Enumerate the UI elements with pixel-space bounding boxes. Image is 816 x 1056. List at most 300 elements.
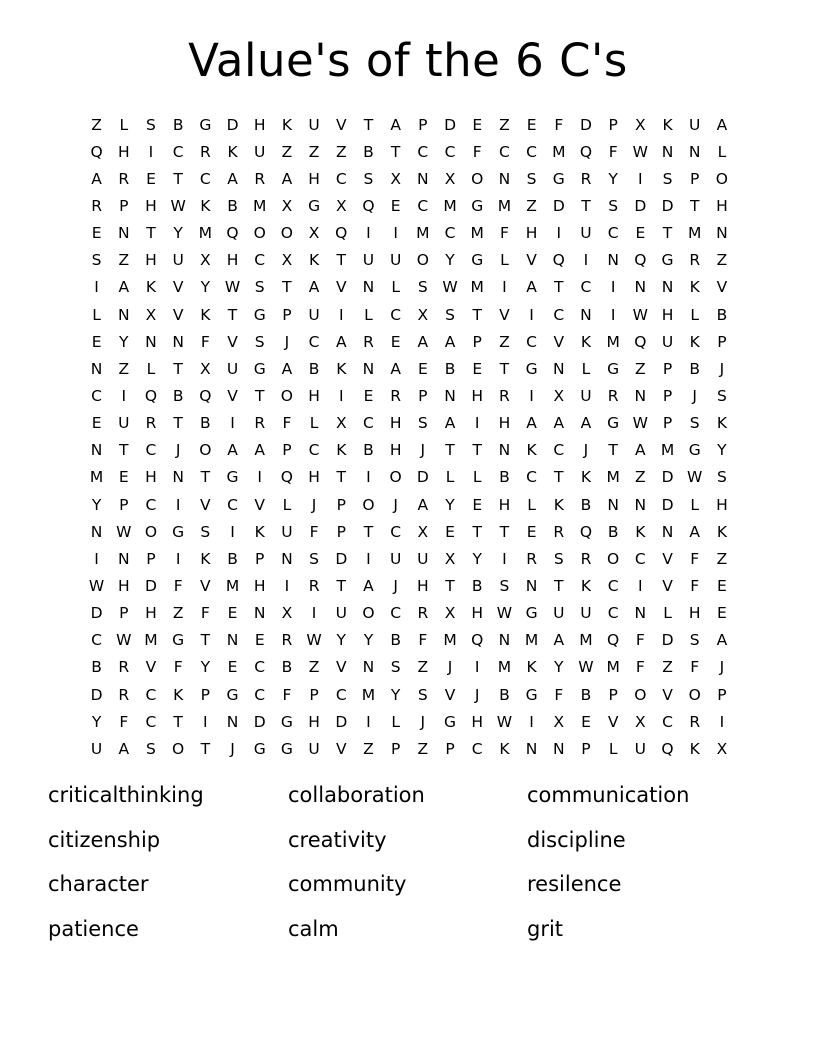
grid-cell: X xyxy=(553,712,565,731)
word-list-item: community xyxy=(288,872,407,897)
grid-cell: N xyxy=(117,305,130,324)
grid-cell: B xyxy=(580,495,592,514)
grid-cell: E xyxy=(390,196,401,215)
grid-cell: J xyxy=(719,359,725,378)
grid-cell: X xyxy=(281,251,293,270)
grid-cell: U xyxy=(90,739,103,758)
grid-cell: V xyxy=(172,278,184,297)
grid-cell: P xyxy=(255,549,265,568)
grid-cell: X xyxy=(200,251,211,270)
grid-cell: T xyxy=(146,224,156,243)
grid-cell: Z xyxy=(118,251,130,270)
grid-cell: D xyxy=(661,468,674,487)
grid-cell: S xyxy=(309,549,320,568)
grid-cell: F xyxy=(200,332,210,351)
grid-cell: L xyxy=(527,495,536,514)
grid-cell: N xyxy=(661,522,674,541)
grid-cell: C xyxy=(254,251,266,270)
grid-cell: Q xyxy=(471,631,484,650)
grid-cell: B xyxy=(363,441,374,460)
grid-cell: I xyxy=(610,305,616,324)
grid-cell: B xyxy=(689,359,701,378)
grid-cell: B xyxy=(716,305,728,324)
grid-cell: T xyxy=(554,278,564,297)
grid-cell: K xyxy=(689,739,700,758)
grid-cell: V xyxy=(200,576,211,595)
grid-cell: T xyxy=(445,441,455,460)
grid-cell: F xyxy=(554,685,564,704)
grid-cell: K xyxy=(281,115,292,134)
grid-cell: X xyxy=(553,386,565,405)
grid-cell: J xyxy=(474,685,480,704)
grid-cell: H xyxy=(145,604,157,623)
grid-cell: D xyxy=(661,631,674,650)
grid-cell: H xyxy=(417,576,429,595)
grid-cell: J xyxy=(175,441,181,460)
grid-cell: A xyxy=(118,278,130,297)
grid-cell: D xyxy=(145,576,157,595)
grid-cell: P xyxy=(418,386,428,405)
grid-cell: T xyxy=(554,468,564,487)
grid-cell: G xyxy=(280,712,293,731)
grid-cell: H xyxy=(471,604,484,623)
grid-cell: P xyxy=(390,739,401,758)
grid-cell: V xyxy=(227,386,238,405)
word-list-column xyxy=(527,773,757,951)
grid-cell: Z xyxy=(281,142,293,161)
grid-cell: U xyxy=(362,251,375,270)
grid-cell: G xyxy=(607,359,620,378)
grid-cell: V xyxy=(526,251,537,270)
grid-cell: N xyxy=(661,142,674,161)
grid-cell: U xyxy=(389,251,402,270)
grid-cell: S xyxy=(91,251,102,270)
grid-cell: S xyxy=(254,278,265,297)
grid-cell: U xyxy=(553,604,565,623)
grid-cell: A xyxy=(526,414,537,433)
grid-cell: I xyxy=(175,549,181,568)
grid-cell: X xyxy=(145,305,157,324)
grid-cell: C xyxy=(308,332,320,351)
grid-cell: C xyxy=(335,685,347,704)
grid-cell: O xyxy=(389,468,402,487)
grid-cell: K xyxy=(336,441,347,460)
grid-cell: M xyxy=(606,658,620,677)
grid-cell: U xyxy=(689,115,701,134)
grid-cell: C xyxy=(172,142,184,161)
grid-cell: T xyxy=(119,441,129,460)
grid-cell: R xyxy=(363,332,374,351)
grid-cell: M xyxy=(606,332,620,351)
grid-cell: H xyxy=(688,604,701,623)
grid-cell: B xyxy=(200,414,211,433)
grid-cell: Q xyxy=(552,251,565,270)
grid-cell: A xyxy=(91,169,102,188)
grid-cell: T xyxy=(554,576,564,595)
grid-cell: C xyxy=(444,224,456,243)
grid-cell: U xyxy=(417,549,429,568)
grid-cell: S xyxy=(200,522,211,541)
grid-cell: T xyxy=(254,386,265,405)
word-list-item: criticalthinking xyxy=(48,783,204,808)
grid-cell: R xyxy=(689,251,701,270)
grid-cell: C xyxy=(553,441,565,460)
grid-cell: W xyxy=(496,604,513,623)
grid-cell: T xyxy=(282,278,292,297)
grid-cell: G xyxy=(308,196,321,215)
grid-cell: B xyxy=(227,196,238,215)
grid-cell: V xyxy=(662,576,673,595)
grid-cell: F xyxy=(690,549,700,568)
grid-cell: J xyxy=(719,658,725,677)
grid-cell: V xyxy=(335,278,347,297)
grid-cell: S xyxy=(390,658,401,677)
grid-cell: A xyxy=(335,332,347,351)
grid-cell: C xyxy=(91,631,102,650)
grid-cell: E xyxy=(445,522,455,541)
grid-cell: E xyxy=(472,495,483,514)
grid-cell: Y xyxy=(390,685,401,704)
grid-cell: B xyxy=(390,631,401,650)
grid-cell: P xyxy=(119,495,129,514)
word-list-item: creativity xyxy=(288,827,387,852)
grid-cell: M xyxy=(361,685,376,704)
grid-cell: D xyxy=(226,115,239,134)
grid-cell: R xyxy=(91,196,102,215)
grid-cell: F xyxy=(282,414,292,433)
grid-cell: H xyxy=(389,414,402,433)
grid-cell: V xyxy=(335,115,347,134)
grid-cell: N xyxy=(117,224,130,243)
grid-cell: V xyxy=(335,658,347,677)
grid-cell: G xyxy=(552,169,565,188)
grid-cell: N xyxy=(90,522,103,541)
grid-cell: R xyxy=(580,169,592,188)
grid-cell: U xyxy=(308,739,320,758)
grid-cell: X xyxy=(281,604,293,623)
grid-cell: A xyxy=(716,115,728,134)
grid-cell: E xyxy=(472,359,483,378)
grid-cell: I xyxy=(257,468,262,487)
grid-cell: N xyxy=(580,305,592,324)
grid-cell: T xyxy=(363,115,374,134)
grid-cell: K xyxy=(689,278,700,297)
grid-cell: V xyxy=(716,278,728,297)
grid-cell: N xyxy=(226,712,239,731)
grid-cell: N xyxy=(716,224,728,243)
grid-cell: Y xyxy=(200,658,211,677)
grid-cell: L xyxy=(445,468,455,487)
grid-cell: X xyxy=(444,549,456,568)
grid-cell: S xyxy=(499,576,510,595)
grid-cell: N xyxy=(362,359,375,378)
grid-cell: I xyxy=(366,549,371,568)
grid-cell: U xyxy=(335,604,347,623)
grid-cell: I xyxy=(338,305,344,324)
grid-cell: G xyxy=(226,468,239,487)
grid-cell: N xyxy=(661,278,674,297)
grid-cell: F xyxy=(554,115,564,134)
grid-cell: M xyxy=(470,278,484,297)
grid-cell: R xyxy=(580,549,592,568)
grid-cell: I xyxy=(366,712,371,731)
grid-cell: X xyxy=(390,169,401,188)
grid-cell: Y xyxy=(472,549,482,568)
grid-cell: U xyxy=(580,224,592,243)
grid-cell: C xyxy=(91,386,102,405)
grid-cell: H xyxy=(253,115,266,134)
grid-cell: M xyxy=(497,658,512,677)
grid-cell: W xyxy=(170,196,186,215)
grid-cell: I xyxy=(583,251,589,270)
grid-cell: K xyxy=(526,441,537,460)
grid-cell: I xyxy=(393,224,398,243)
grid-cell: Q xyxy=(280,468,293,487)
grid-cell: F xyxy=(499,224,509,243)
grid-cell: Q xyxy=(226,224,239,243)
grid-cell: D xyxy=(580,115,592,134)
grid-cell: H xyxy=(145,196,157,215)
grid-cell: D xyxy=(661,196,674,215)
grid-cell: M xyxy=(552,142,566,161)
grid-cell: T xyxy=(499,522,510,541)
grid-cell: M xyxy=(497,196,512,215)
grid-cell: A xyxy=(417,495,429,514)
grid-cell: E xyxy=(526,522,537,541)
grid-cell: C xyxy=(363,414,374,433)
grid-cell: S xyxy=(417,278,428,297)
grid-cell: E xyxy=(526,115,537,134)
grid-cell: M xyxy=(660,441,675,460)
grid-cell: S xyxy=(417,414,428,433)
grid-cell: F xyxy=(282,685,292,704)
grid-cell: G xyxy=(471,251,484,270)
grid-cell: S xyxy=(254,332,265,351)
grid-cell: D xyxy=(416,468,429,487)
grid-cell: Y xyxy=(200,278,211,297)
grid-cell: N xyxy=(498,169,511,188)
grid-cell: Z xyxy=(716,251,728,270)
grid-cell: K xyxy=(254,522,265,541)
grid-cell: W xyxy=(632,305,648,324)
grid-cell: L xyxy=(309,414,319,433)
grid-cell: J xyxy=(393,576,398,595)
grid-cell: I xyxy=(529,386,534,405)
grid-cell: F xyxy=(309,522,319,541)
grid-cell: M xyxy=(198,224,213,243)
grid-cell: U xyxy=(308,115,320,134)
grid-cell: N xyxy=(525,739,538,758)
grid-cell: Z xyxy=(335,142,347,161)
grid-cell: M xyxy=(443,631,457,650)
grid-cell: H xyxy=(308,169,320,188)
grid-cell: T xyxy=(173,359,183,378)
grid-cell: O xyxy=(362,495,375,514)
grid-cell: C xyxy=(390,305,402,324)
grid-cell: C xyxy=(390,522,402,541)
word-search-grid xyxy=(83,111,736,762)
word-list-item: citizenship xyxy=(48,827,161,852)
grid-cell: S xyxy=(608,196,619,215)
grid-cell: I xyxy=(203,712,208,731)
grid-cell: G xyxy=(199,115,212,134)
grid-cell: P xyxy=(608,115,618,134)
grid-cell: A xyxy=(390,359,401,378)
grid-cell: C xyxy=(607,604,619,623)
grid-cell: V xyxy=(172,305,184,324)
grid-cell: H xyxy=(661,305,674,324)
grid-cell: E xyxy=(91,224,102,243)
grid-cell: P xyxy=(309,685,319,704)
grid-cell: Z xyxy=(417,658,429,677)
grid-cell: N xyxy=(117,549,130,568)
grid-cell: P xyxy=(717,685,727,704)
grid-cell: U xyxy=(634,739,647,758)
grid-cell: K xyxy=(662,115,673,134)
grid-cell: T xyxy=(200,468,211,487)
grid-cell: W xyxy=(632,414,648,433)
grid-cell: G xyxy=(172,522,185,541)
grid-cell: I xyxy=(556,224,562,243)
grid-cell: E xyxy=(581,712,591,731)
grid-cell: P xyxy=(581,739,591,758)
grid-cell: B xyxy=(281,658,293,677)
grid-cell: P xyxy=(445,739,455,758)
grid-cell: C xyxy=(199,169,211,188)
grid-cell: T xyxy=(200,739,211,758)
grid-cell: C xyxy=(417,142,429,161)
grid-cell: N xyxy=(634,495,647,514)
grid-cell: I xyxy=(529,712,534,731)
grid-cell: O xyxy=(416,251,429,270)
grid-cell: P xyxy=(608,685,618,704)
grid-cell: X xyxy=(716,739,728,758)
grid-cell: Z xyxy=(526,196,537,215)
grid-cell: I xyxy=(474,658,480,677)
grid-cell: N xyxy=(90,441,103,460)
grid-cell: A xyxy=(444,332,456,351)
grid-cell: I xyxy=(148,142,154,161)
grid-cell: C xyxy=(607,576,619,595)
grid-cell: I xyxy=(366,224,371,243)
word-list-item: character xyxy=(48,872,149,897)
grid-cell: R xyxy=(499,386,510,405)
grid-cell: Q xyxy=(335,224,348,243)
grid-cell: K xyxy=(716,522,727,541)
grid-cell: E xyxy=(91,332,102,351)
grid-cell: T xyxy=(227,305,238,324)
grid-cell: R xyxy=(254,169,266,188)
grid-cell: X xyxy=(635,712,646,731)
grid-cell: C xyxy=(145,441,157,460)
grid-cell: G xyxy=(253,359,266,378)
grid-cell: K xyxy=(200,305,211,324)
grid-cell: C xyxy=(634,549,646,568)
grid-cell: S xyxy=(716,386,727,405)
grid-cell: G xyxy=(280,739,293,758)
grid-cell: B xyxy=(471,576,483,595)
grid-cell: N xyxy=(525,576,538,595)
grid-cell: C xyxy=(335,169,347,188)
grid-cell: V xyxy=(553,332,565,351)
grid-cell: G xyxy=(607,414,620,433)
grid-cell: Y xyxy=(91,495,102,514)
grid-cell: G xyxy=(525,685,538,704)
grid-cell: L xyxy=(472,468,482,487)
grid-cell: A xyxy=(553,631,565,650)
grid-cell: Z xyxy=(308,658,320,677)
grid-cell: R xyxy=(118,169,130,188)
grid-cell: G xyxy=(253,739,266,758)
grid-cell: Y xyxy=(445,495,455,514)
grid-cell: K xyxy=(580,468,592,487)
word-list-item: communication xyxy=(527,783,690,808)
grid-cell: N xyxy=(552,739,565,758)
grid-cell: S xyxy=(553,549,564,568)
grid-cell: S xyxy=(526,169,537,188)
grid-cell: I xyxy=(610,278,616,297)
grid-cell: A xyxy=(553,414,565,433)
grid-cell: H xyxy=(308,712,320,731)
grid-cell: Y xyxy=(173,224,183,243)
grid-cell: I xyxy=(638,169,643,188)
grid-cell: M xyxy=(606,468,620,487)
grid-cell: U xyxy=(118,414,130,433)
grid-cell: Z xyxy=(417,739,429,758)
grid-cell: C xyxy=(526,468,537,487)
grid-cell: C xyxy=(254,658,266,677)
grid-cell: D xyxy=(253,712,266,731)
grid-cell: A xyxy=(580,414,592,433)
grid-cell: K xyxy=(309,251,320,270)
grid-cell: K xyxy=(635,522,646,541)
grid-cell: G xyxy=(253,305,266,324)
grid-cell: V xyxy=(254,495,266,514)
grid-cell: U xyxy=(308,305,320,324)
grid-cell: H xyxy=(498,495,511,514)
grid-cell: J xyxy=(447,658,453,677)
grid-cell: N xyxy=(172,332,184,351)
grid-cell: L xyxy=(92,305,101,324)
grid-cell: T xyxy=(608,441,618,460)
grid-cell: H xyxy=(471,386,484,405)
grid-cell: R xyxy=(308,576,320,595)
grid-cell: K xyxy=(526,658,537,677)
grid-cell: I xyxy=(121,386,127,405)
grid-cell: N xyxy=(417,169,429,188)
grid-cell: P xyxy=(336,522,346,541)
grid-cell: P xyxy=(690,169,700,188)
grid-cell: X xyxy=(444,604,456,623)
grid-cell: N xyxy=(634,278,647,297)
grid-cell: Z xyxy=(172,604,184,623)
grid-cell: M xyxy=(524,631,539,650)
page-title: Value's of the 6 C's xyxy=(188,34,628,87)
grid-cell: T xyxy=(662,224,673,243)
grid-cell: O xyxy=(280,224,293,243)
grid-cell: E xyxy=(146,169,156,188)
grid-cell: N xyxy=(444,386,456,405)
grid-cell: V xyxy=(200,495,211,514)
grid-cell: F xyxy=(635,631,645,650)
grid-cell: W xyxy=(224,278,241,297)
grid-cell: C xyxy=(390,604,402,623)
grid-cell: R xyxy=(689,712,701,731)
grid-cell: H xyxy=(389,441,402,460)
grid-cell: T xyxy=(200,631,211,650)
grid-cell: B xyxy=(580,685,592,704)
grid-cell: X xyxy=(335,196,347,215)
